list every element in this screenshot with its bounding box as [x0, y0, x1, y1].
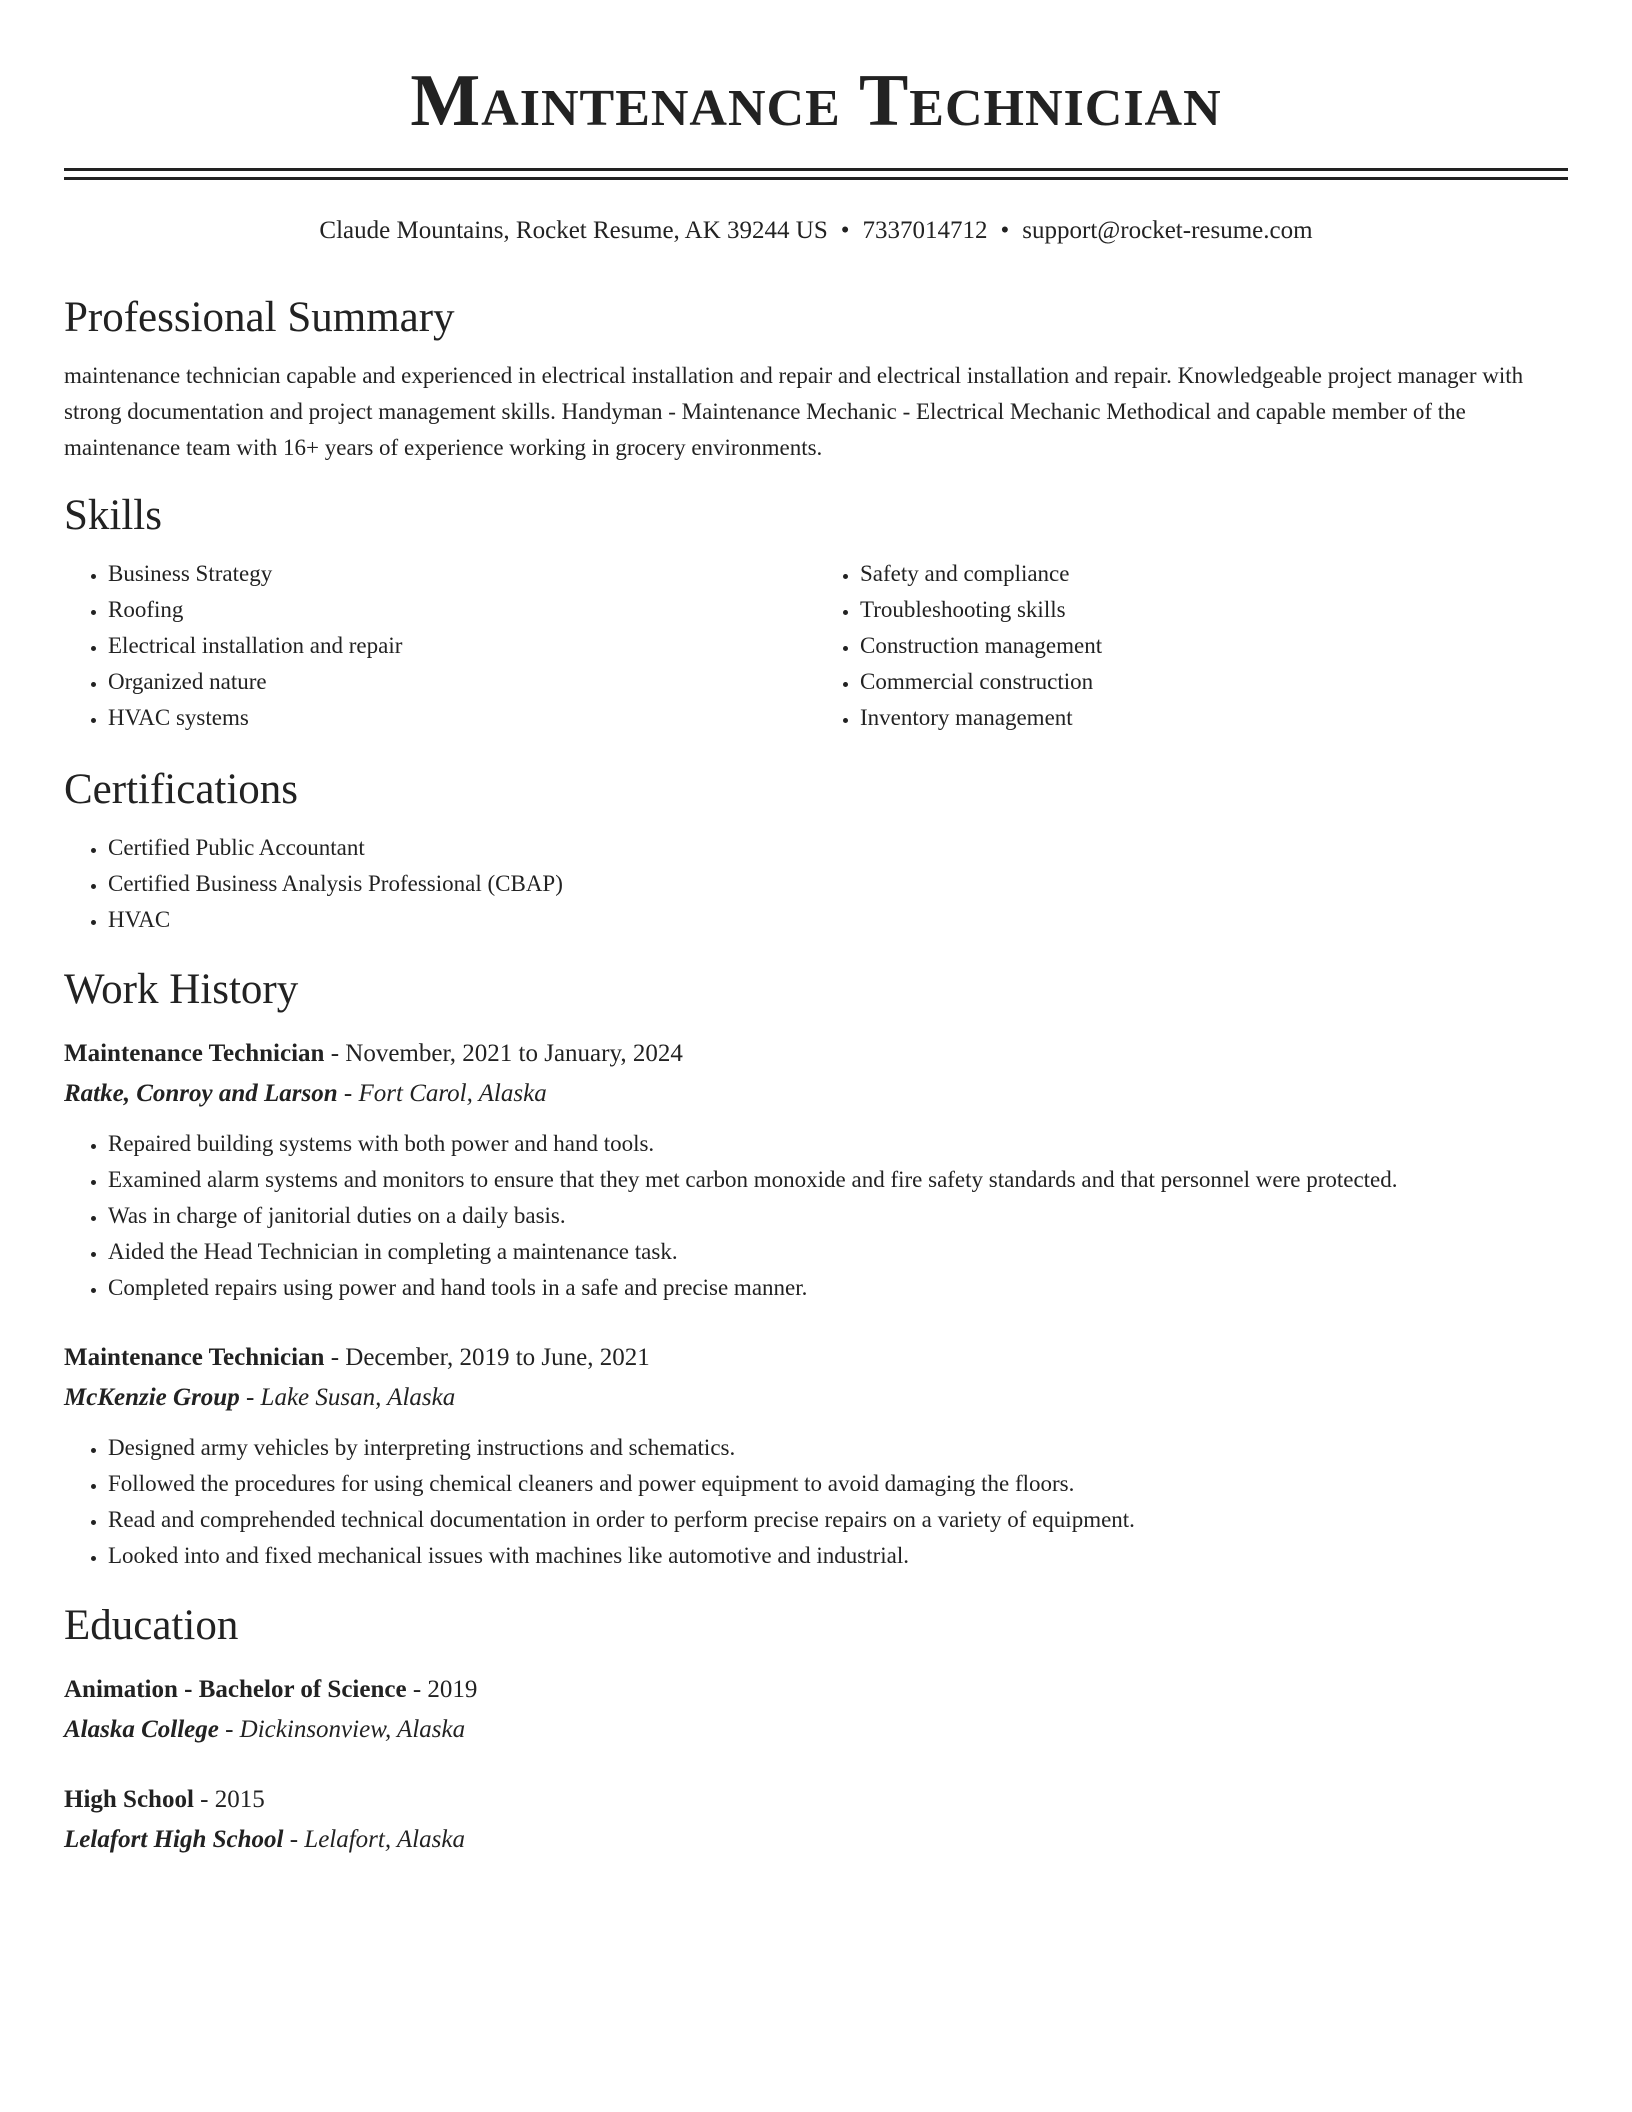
- job-bullet: • Repaired building systems with both power and hand tools.: [108, 1126, 1568, 1162]
- resume-name: Maintenance Technician: [410, 60, 1222, 142]
- job-bullet: • Designed army vehicles by interpreting instructions and schematics.: [108, 1430, 1568, 1466]
- certification-item: • HVAC: [108, 902, 1568, 938]
- job-entry: [64, 1036, 1568, 1306]
- job-bullet: • Was in charge of janitorial duties on a daily basis.: [108, 1198, 1568, 1234]
- skill-item: • Organized nature: [108, 664, 816, 700]
- summary-text: maintenance technician capable and experienced in electrical installation and repair and electrical installation and repair. Knowledgeable project manager with strong documentation and project management skills. Handyman - Maintenance Mechanic - Electrical Mechanic Methodical and capable member of the maintenance team with 16+ years of experience working in grocery environments.: [64, 363, 1524, 460]
- header-rule-top: [64, 168, 1568, 171]
- education-location: - Lelafort, Alaska: [283, 1826, 465, 1853]
- skills-heading: Skills: [64, 492, 162, 539]
- work-history-heading: Work History: [64, 966, 299, 1013]
- skills-columns: [64, 556, 1568, 736]
- education-header: [64, 1782, 1568, 1818]
- job-role: Maintenance Technician: [64, 1040, 325, 1067]
- job-dates: - November, 2021 to January, 2024: [324, 1040, 683, 1067]
- contact-separator: •: [1000, 217, 1010, 244]
- skill-item: • Business Strategy: [108, 556, 816, 592]
- job-bullet-list: [64, 1126, 1568, 1306]
- education-degree: Animation - Bachelor of Science: [64, 1676, 407, 1703]
- summary-heading: Professional Summary: [64, 294, 455, 341]
- contact-email: support@rocket-resume.com: [1022, 217, 1313, 244]
- job-header: [64, 1340, 1568, 1376]
- education-year: - 2015: [193, 1786, 265, 1813]
- skills-list-left: [64, 556, 816, 736]
- job-role: Maintenance Technician: [64, 1344, 325, 1371]
- job-employer: [64, 1380, 1568, 1416]
- education-degree: High School: [64, 1786, 194, 1813]
- job-header: [64, 1036, 1568, 1072]
- contact-line: [64, 215, 1568, 247]
- education-entry: [64, 1782, 1568, 1858]
- job-bullet: • Followed the procedures for using chemical cleaners and power equipment to avoid damaging the floors.: [108, 1466, 1568, 1502]
- contact-phone: 7337014712: [862, 217, 988, 244]
- certifications-list: [64, 830, 1568, 938]
- job-bullet: • Examined alarm systems and monitors to ensure that they met carbon monoxide and fire safety standards and that personnel were protected.: [108, 1162, 1568, 1198]
- education-year: - 2019: [406, 1676, 478, 1703]
- contact-separator: •: [840, 217, 850, 244]
- job-dates: - December, 2019 to June, 2021: [324, 1344, 650, 1371]
- job-bullet: • Read and comprehended technical documentation in order to perform precise repairs on a variety of equipment.: [108, 1502, 1568, 1538]
- skill-item: • Safety and compliance: [860, 556, 1568, 592]
- education-school-line: [64, 1712, 1568, 1748]
- job-entry: [64, 1340, 1568, 1574]
- education-school: Alaska College: [64, 1716, 219, 1743]
- job-company: McKenzie Group: [64, 1384, 240, 1411]
- skill-item: • Inventory management: [860, 700, 1568, 736]
- education-location: - Dickinsonview, Alaska: [218, 1716, 466, 1743]
- job-location: - Lake Susan, Alaska: [239, 1384, 456, 1411]
- skill-item: • Electrical installation and repair: [108, 628, 816, 664]
- job-bullet-list: [64, 1430, 1568, 1574]
- contact-address: Claude Mountains, Rocket Resume, AK 39244 US: [319, 217, 828, 244]
- certifications-heading: Certifications: [64, 766, 299, 813]
- education-school: Lelafort High School: [64, 1826, 284, 1853]
- job-company: Ratke, Conroy and Larson: [64, 1080, 338, 1107]
- job-location: - Fort Carol, Alaska: [337, 1080, 547, 1107]
- certification-item: • Certified Public Accountant: [108, 830, 1568, 866]
- skill-item: • Construction management: [860, 628, 1568, 664]
- skill-item: • HVAC systems: [108, 700, 816, 736]
- skill-item: • Roofing: [108, 592, 816, 628]
- education-header: [64, 1672, 1568, 1708]
- job-bullet: • Completed repairs using power and hand tools in a safe and precise manner.: [108, 1270, 1568, 1306]
- header-rule-bottom: [64, 177, 1568, 180]
- education-heading: Education: [64, 1602, 239, 1649]
- job-bullet: • Looked into and fixed mechanical issues with machines like automotive and industrial.: [108, 1538, 1568, 1574]
- job-bullet: • Aided the Head Technician in completing a maintenance task.: [108, 1234, 1568, 1270]
- certification-item: • Certified Business Analysis Professional (CBAP): [108, 866, 1568, 902]
- skill-item: • Troubleshooting skills: [860, 592, 1568, 628]
- job-employer: [64, 1076, 1568, 1112]
- skill-item: • Commercial construction: [860, 664, 1568, 700]
- education-entry: [64, 1672, 1568, 1748]
- education-school-line: [64, 1822, 1568, 1858]
- skills-list-right: [816, 556, 1568, 736]
